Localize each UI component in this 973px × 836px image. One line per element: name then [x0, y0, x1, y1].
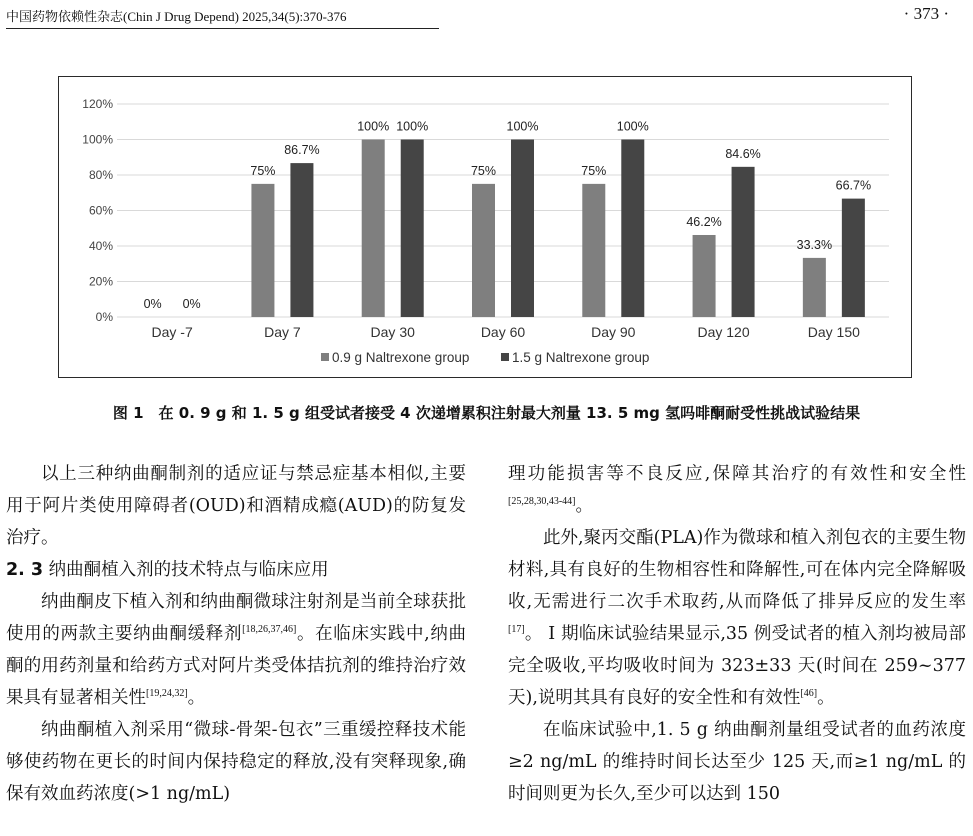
x-tick-label: Day -7	[151, 324, 193, 340]
paragraph-clinical-trial: 在临床试验中,1. 5 g 纳曲酮剂量组受试者的血药浓度≥2 ng/mL 的维持时间长达至少 125 天,而≥1 ng/mL 的时间则更为长久,至少可以达到 150	[508, 720, 966, 804]
citation: [18,26,37,46]	[242, 624, 297, 635]
paragraph-safety-text: 理功能损害等不良反应,保障其治疗的有效性和安全性	[508, 464, 966, 484]
x-tick-label: Day 120	[697, 324, 750, 340]
y-tick-label: 40%	[88, 239, 113, 253]
x-tick-label: Day 7	[264, 324, 301, 340]
paragraph-pla-text: 此外,聚丙交酯(PLA)作为微球和植入剂包衣的主要生物材料,具有良好的生物相容性和降解性,可在体内完全降解吸收,无需进行二次手术取药,从而降低了排异反应的发生率	[508, 528, 966, 612]
x-tick-label: Day 150	[807, 324, 860, 340]
paragraph-pla-trial: 。 Ⅰ 期临床试验结果显示,35 例受试者的植入剂均被局部完全吸收,平均吸收时间为 323±33 天(时间在 259~377 天),说明其具有良好的安全性和有效性	[508, 624, 966, 708]
period: 。	[575, 496, 593, 516]
legend-label: 0.9 g Naltrexone group	[332, 350, 470, 365]
bar	[362, 140, 385, 318]
y-tick-label: 120%	[82, 97, 113, 111]
period: 。	[187, 688, 206, 708]
y-tick-label: 80%	[88, 168, 113, 182]
paragraph-formulations-text: 纳曲酮皮下植入剂和纳曲酮微球注射剂是当前全球获批使用的两款主要纳曲酮缓释剂	[6, 592, 466, 644]
data-label: 0%	[143, 297, 162, 311]
figure-caption: 图 1 在 0. 9 g 和 1. 5 g 组受试者接受 4 次递增累积注射最大剂量 13. 5 mg 氢吗啡酮耐受性挑战试验结果	[112, 404, 861, 422]
data-label: 75%	[470, 163, 497, 178]
data-label: 75%	[581, 163, 607, 178]
figure-frame	[58, 76, 912, 378]
data-label: 33.3%	[796, 237, 833, 252]
citation: [17]	[508, 624, 525, 635]
data-label: 86.7%	[284, 143, 320, 158]
data-label: 100%	[396, 119, 429, 134]
data-label: 75%	[250, 163, 276, 178]
bar	[732, 167, 755, 317]
period: 。	[296, 624, 316, 644]
bar	[842, 199, 865, 317]
paragraph-dosage-text: 在临床实践中,纳曲酮的用药剂量和给药方式对阿片类受体拮抗剂的维持治疗效果具有显著相关性	[6, 624, 467, 708]
x-tick-label: Day 90	[591, 324, 636, 340]
paragraph-pla	[508, 522, 966, 714]
bar-chart	[59, 77, 910, 376]
legend-swatch	[321, 353, 329, 361]
citation: [25,28,30,43-44]	[508, 496, 576, 507]
x-tick-label: Day 60	[480, 324, 526, 340]
right-column	[508, 458, 966, 810]
paragraph-safety	[508, 458, 966, 522]
data-label: 46.2%	[686, 214, 722, 229]
left-column	[6, 458, 466, 810]
bar	[511, 140, 534, 318]
legend-label: 1.5 g Naltrexone group	[512, 350, 650, 365]
paragraph-formulations	[6, 586, 466, 714]
data-label: 84.6%	[725, 146, 761, 161]
legend-swatch	[501, 353, 509, 361]
data-label: 100%	[357, 119, 390, 134]
y-tick-label: 0%	[95, 310, 113, 324]
period: 。	[817, 688, 835, 708]
x-tick-label: Day 30	[370, 324, 415, 340]
bar	[582, 184, 605, 317]
paragraph-indications: 以上三种纳曲酮制剂的适应证与禁忌症基本相似,主要用于阿片类使用障碍者(OUD)和酒精成瘾(AUD)的防复发治疗。	[6, 464, 466, 548]
bar	[290, 163, 313, 317]
citation: [19,24,32]	[146, 688, 188, 699]
bar	[621, 140, 644, 318]
bar	[401, 140, 424, 318]
section-heading	[6, 554, 466, 586]
citation: [46]	[800, 688, 818, 699]
data-label: 66.7%	[835, 178, 872, 193]
running-head: 中国药物依赖性杂志(Chin J Drug Depend) 2025,34(5):370-376	[6, 6, 439, 29]
data-label: 100%	[616, 119, 649, 134]
bar	[251, 184, 274, 317]
section-number: 2. 3	[6, 560, 44, 580]
y-tick-label: 100%	[82, 132, 113, 147]
y-tick-label: 60%	[88, 203, 113, 218]
page-number: · 373 ·	[903, 4, 949, 23]
y-tick-label: 20%	[88, 274, 113, 289]
bar	[472, 184, 495, 317]
data-label: 100%	[506, 119, 539, 134]
bar	[693, 235, 716, 317]
bar	[803, 258, 826, 317]
paragraph-release-technology: 纳曲酮植入剂采用“微球-骨架-包衣”三重缓控释技术能够使药物在更长的时间内保持稳定的释放,没有突释现象,确保有效血药浓度(>1 ng/mL)	[6, 720, 466, 804]
section-title: 纳曲酮植入剂的技术特点与临床应用	[43, 560, 329, 580]
data-label: 0%	[182, 297, 201, 311]
